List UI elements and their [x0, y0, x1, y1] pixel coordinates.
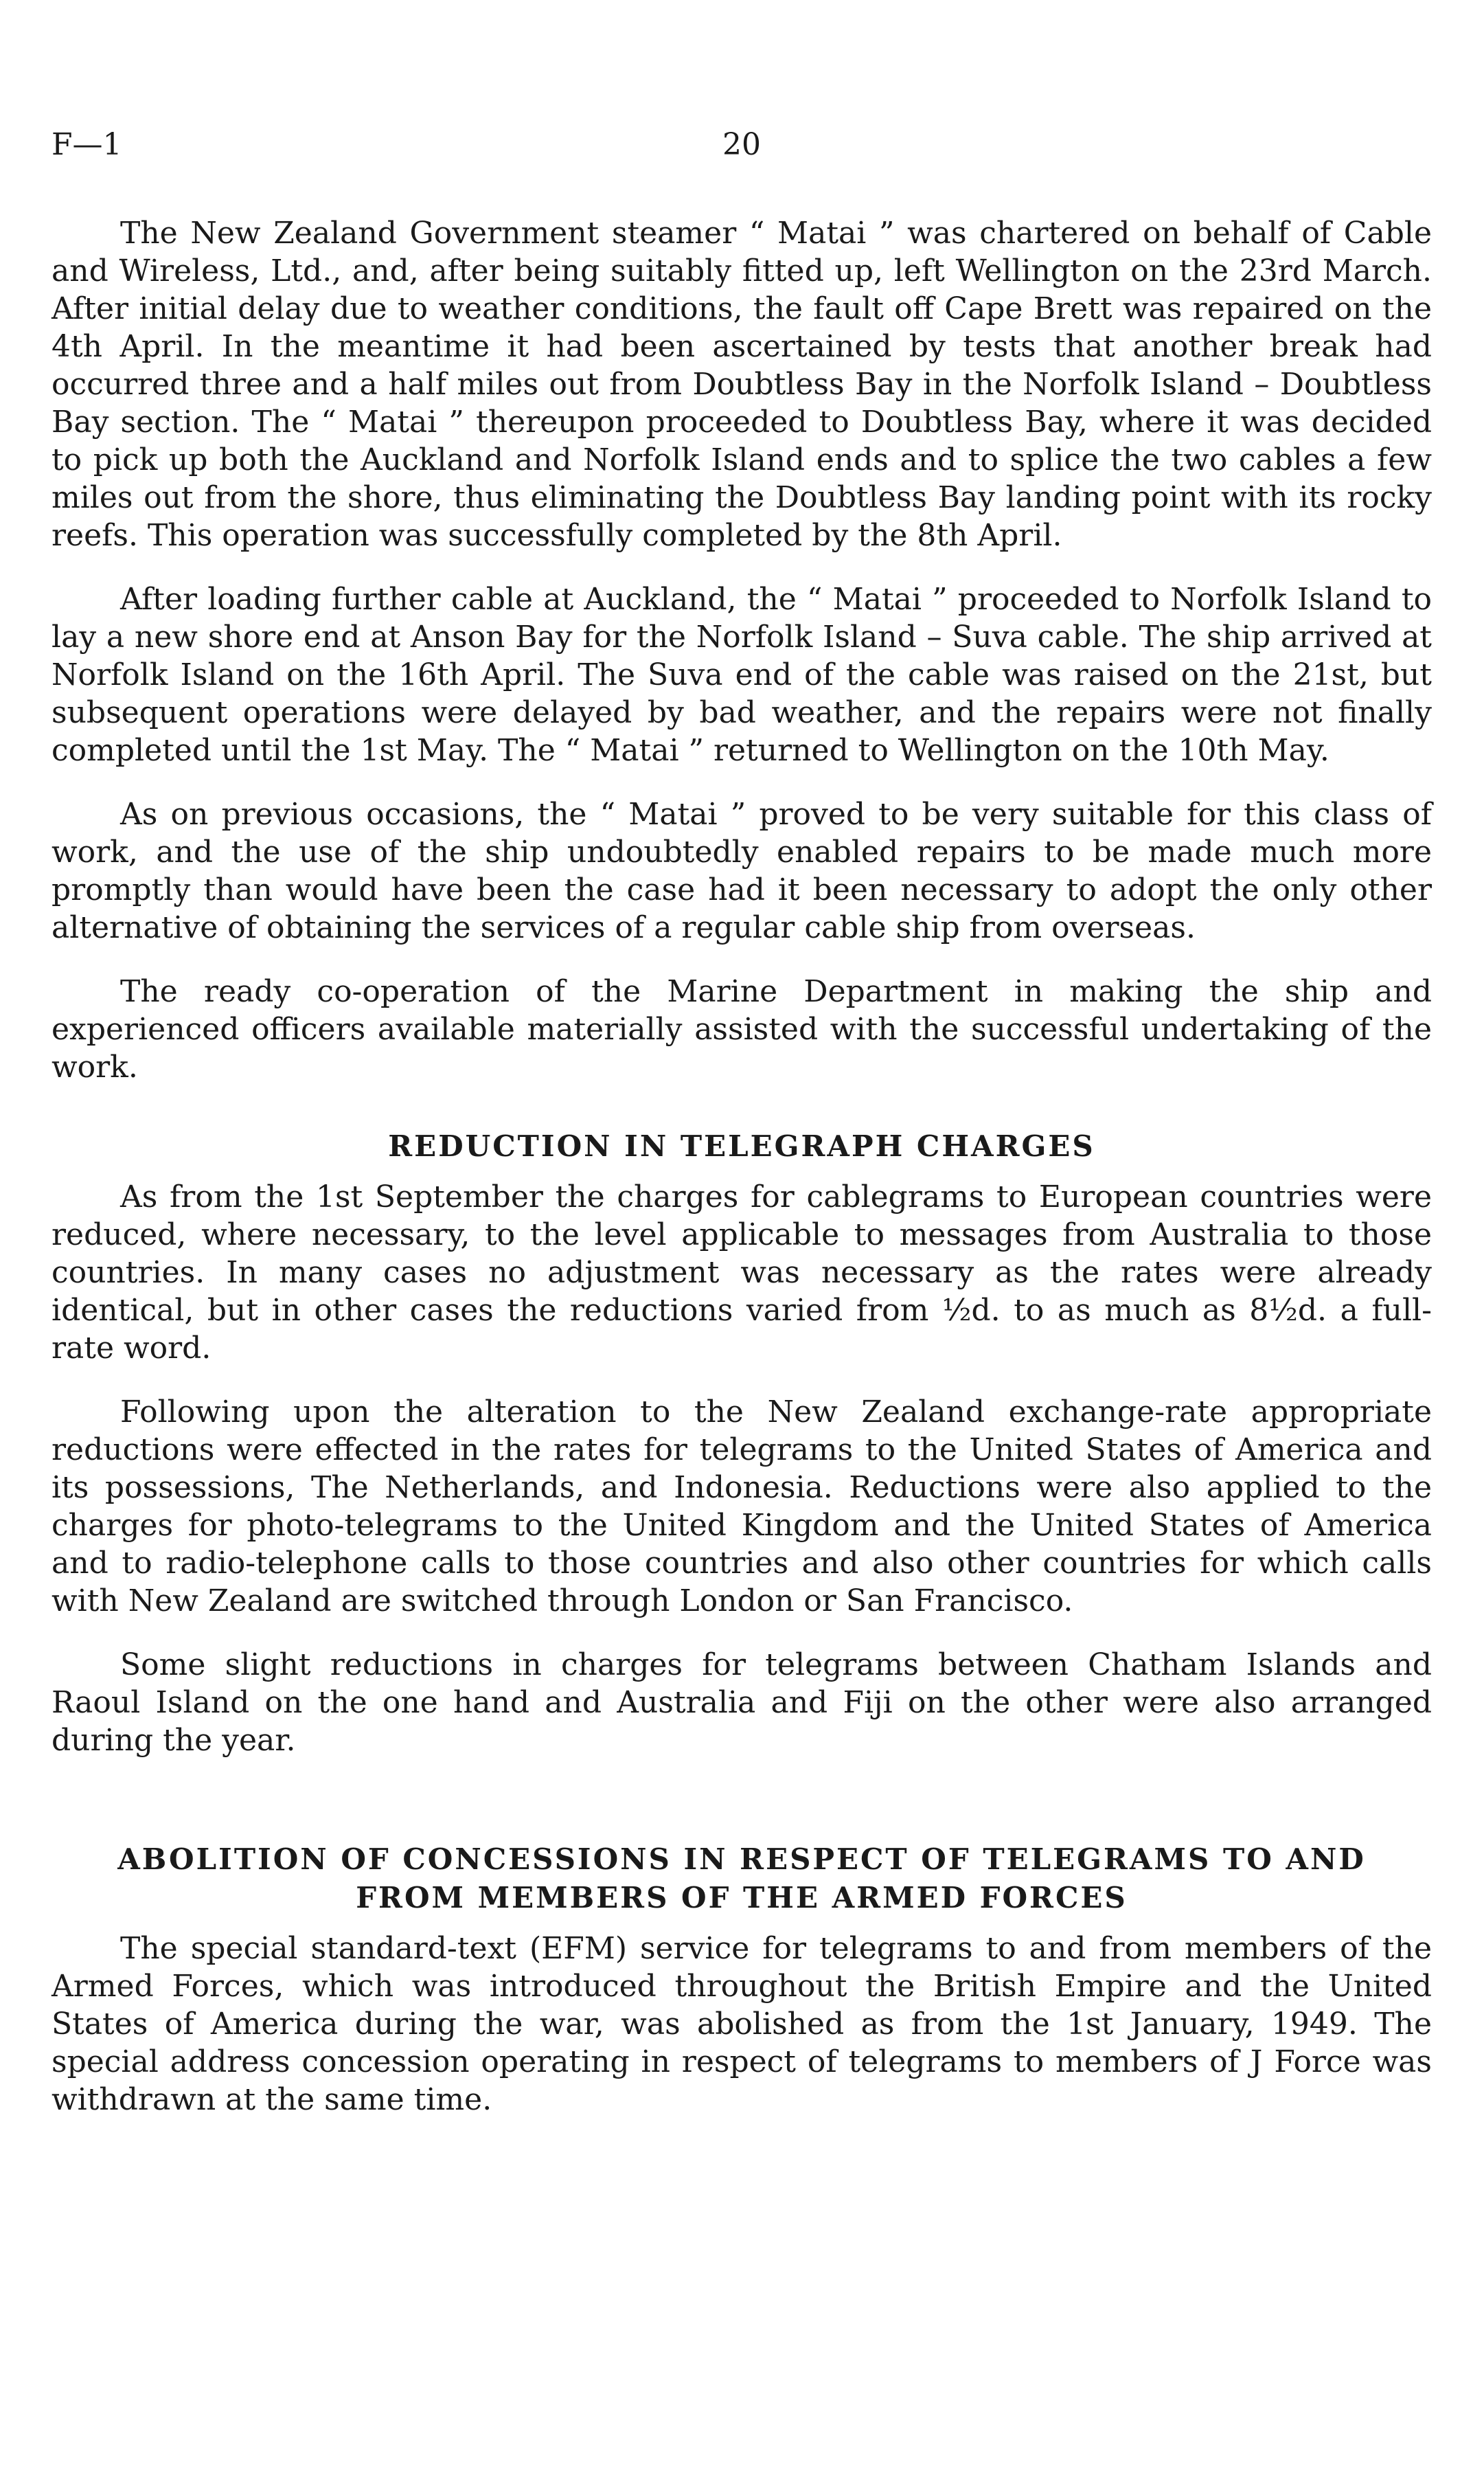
- section-heading-abolition: [52, 1840, 1432, 1917]
- paragraph-chatham-islands: Some slight reductions in charges for telegrams between Chatham Islands and Raoul Island on the one hand and Australia and Fiji on the other were also arranged during the year.: [52, 1647, 1432, 1758]
- paragraph-norfolk-island: After loading further cable at Auckland, the “ Matai ” proceeded to Norfolk Island to lay a new shore end at Anson Bay for the Norfolk Island – Suva cable. The ship arrived at Norfolk Island on the 16th April. The Suva end of the cable was raised on the 21st, but subsequent operations were delayed by bad weather, and the repairs were not finally completed until the 1st May. The “ Matai ” returned to Wellington on the 10th May.: [52, 582, 1432, 768]
- paragraph-marine-department: The ready co-operation of the Marine Department in making the ship and experienced officers available materially assisted with the successful undertaking of the work.: [52, 974, 1432, 1085]
- paragraph-efm-service: The special standard-text (EFM) service for telegrams to and from members of the Armed Forces, which was introduced throughout the British Empire and the United States of America during the war, was abolished as from the 1st January, 1949. The special address concession operating in respect of telegrams to members of J Force was withdrawn at the same time.: [52, 1931, 1432, 2117]
- paragraph-matai-charter: The New Zealand Government steamer “ Matai ” was chartered on behalf of Cable and Wireless, Ltd., and, after being suitably fitted up, left Wellington on the 23rd March. After initial delay due to weather conditions, the fault off Cape Brett was repaired on the 4th April. In the meantime it had been ascertained by tests that another break had occurred three and a half miles out from Doubtless Bay in the Norfolk Island – Doubtless Bay section. The “ Matai ” thereupon proceeded to Doubtless Bay, where it was decided to pick up both the Auckland and Norfolk Island ends and to splice the two cables a few miles out from the shore, thus eliminating the Doubtless Bay landing point with its rocky reefs. This operation was successfully completed by the 8th April.: [52, 216, 1432, 553]
- page-body: [52, 214, 1432, 2119]
- section-heading-reduction: REDUCTION IN TELEGRAPH CHARGES: [388, 1129, 1095, 1163]
- section-heading-abolition-line2: FROM MEMBERS OF THE ARMED FORCES: [356, 1881, 1128, 1915]
- paragraph-exchange-rate: Following upon the alteration to the New Zealand exchange-rate appropriate reductions were effected in the rates for telegrams to the United States of America and its possessions, The Netherlands, and Indonesia. Reductions were also applied to the charges for photo-telegrams to the United Kingdom and the United States of America and to radio-telephone calls to those countries and also other countries for which calls with New Zealand are switched through London or San Francisco.: [52, 1394, 1432, 1618]
- paragraph-previous-occasions: As on previous occasions, the “ Matai ” proved to be very suitable for this class of work, and the use of the ship undoubtedly enabled repairs to be made much more promptly than would have been the case had it been necessary to adopt the only other alternative of obtaining the services of a regular cable ship from overseas.: [52, 797, 1432, 945]
- page-header: [52, 127, 1432, 168]
- paragraph-cablegram-charges: As from the 1st September the charges for cablegrams to European countries were reduced, where necessary, to the level applicable to messages from Australia to those countries. In many cases no adjustment was necessary as the rates were already identical, but in other cases the reductions varied from ½d. to as much as 8½d. a full-rate word.: [52, 1179, 1432, 1366]
- page-number: 20: [722, 127, 761, 162]
- document-reference: F—1: [52, 127, 122, 162]
- section-heading-abolition-line1: ABOLITION OF CONCESSIONS IN RESPECT OF TELEGRAMS TO AND: [117, 1842, 1366, 1876]
